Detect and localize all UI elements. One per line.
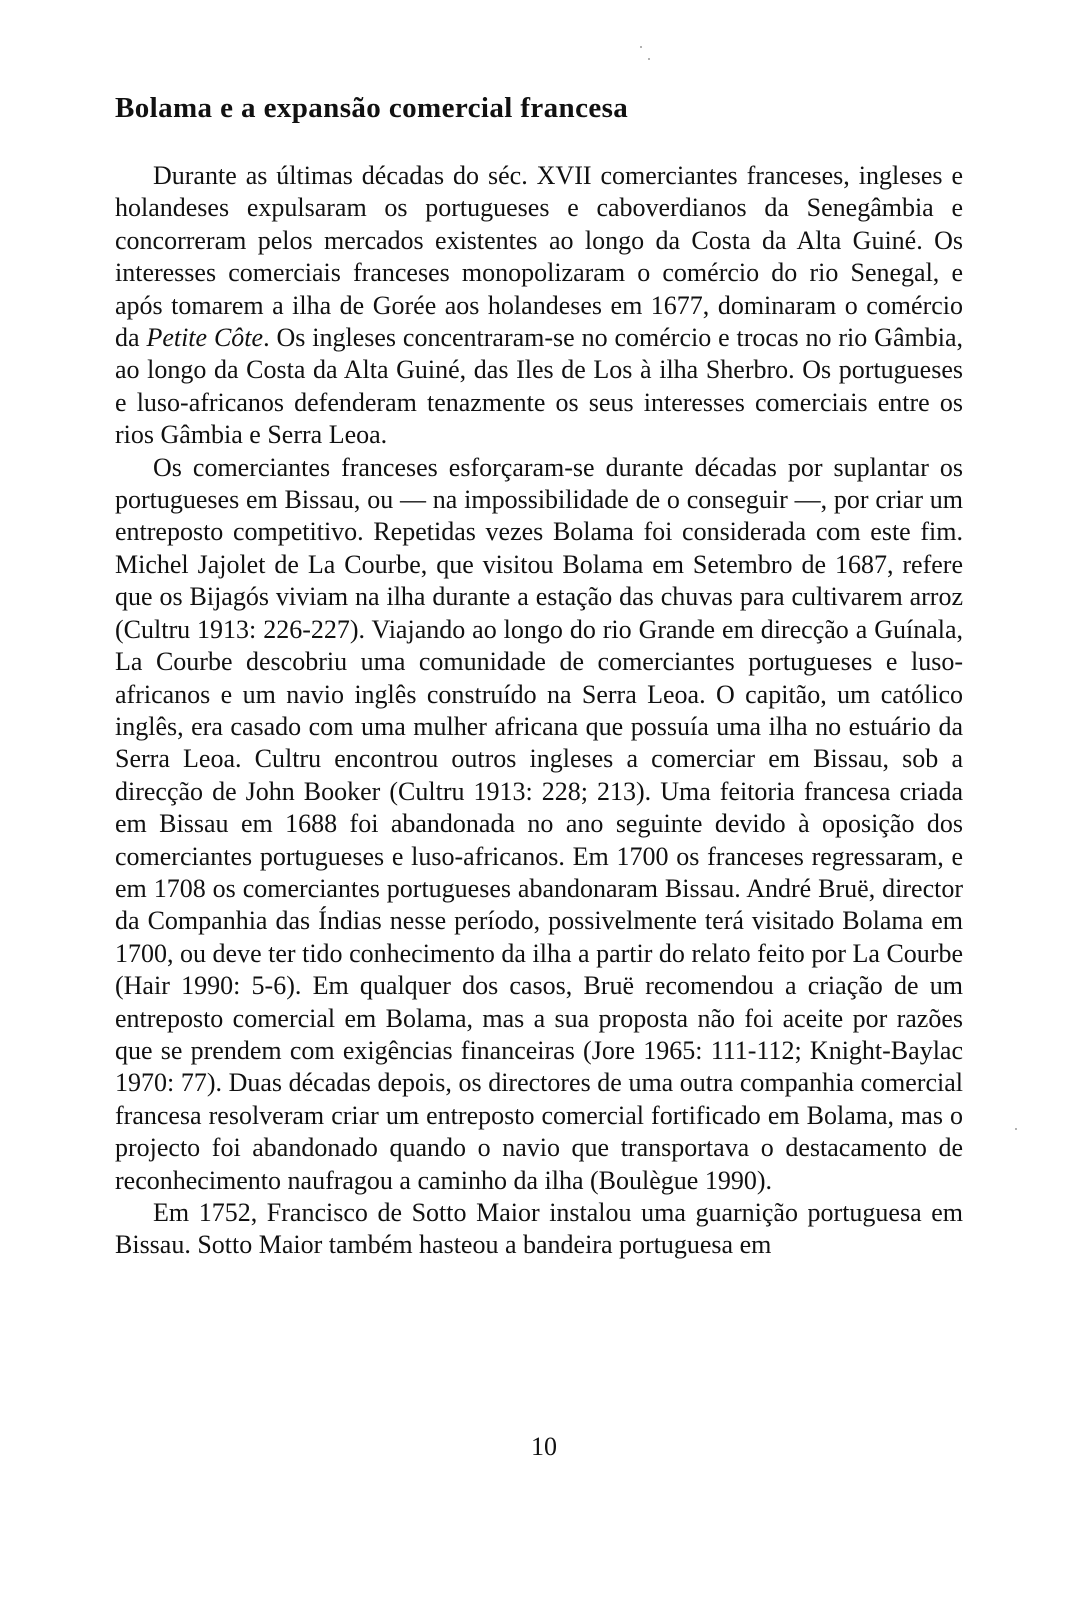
paragraph-1-italic-term: Petite Côte — [146, 323, 264, 353]
paragraph-3: Em 1752, Francisco de Sotto Maior instalou uma guarnição portuguesa em Bissau. Sotto Maior também hasteou a bandeira portuguesa em — [115, 1198, 963, 1260]
paragraph-1-text-start: Durante as últimas décadas do séc. XVII comerciantes franceses, ingleses e holandeses expulsaram os portugueses e caboverdianos da Senegâmbia e concorreram pelos mercados existentes ao longo da Costa da Alta Guiné. Os interesses comerciais franceses monopolizaram o comércio do rio Senegal, e após tomarem a ilha de Gorée aos holandeses em 1677, dominaram o comércio da — [115, 161, 963, 353]
paragraph-1-text-end: . Os ingleses concentraram-se no comércio e trocas no rio Gâmbia, ao longo da Costa da Alta Guiné, das Iles de Los à ilha Sherbro. Os portugueses e luso-africanos defenderam tenazmente os seus interesses comerciais entre os rios Gâmbia e Serra Leoa. — [115, 323, 963, 450]
paragraph-2: Os comerciantes franceses esforçaram-se durante décadas por suplantar os portugueses em Bissau, ou — na impossibilidade de o conseguir —, por criar um entreposto competitivo. Repetidas vezes Bolama foi considerada com este fim. Michel Jajolet de La Courbe, que visitou Bolama em Setembro de 1687, refere que os Bijagós viviam na ilha durante a estação das chuvas para cultivarem arroz (Cultru 1913: 226-227). Viajando ao longo do rio Grande em direcção a Guínala, La Courbe descobriu uma comunidade de comerciantes portugueses e luso-africanos e um navio inglês construído na Serra Leoa. O capitão, um católico inglês, era casado com uma mulher africana que possuía uma ilha no estuário da Serra Leoa. Cultru encontrou outros ingleses a comerciar em Bissau, sob a direcção de John Booker (Cultru 1913: 228; 213). Uma feitoria francesa criada em Bissau em 1688 foi abandonada no ano seguinte devido à oposição dos comerciantes portugueses e luso-africanos. Em 1700 os franceses regressaram, e em 1708 os comerciantes portugueses abandonaram Bissau. André Bruë, director da Companhia das Índias nesse período, possivelmente terá visitado Bolama em 1700, ou deve ter tido conhecimento da ilha a partir do relato feito por La Courbe (Hair 1990: 5-6). Em qualquer dos casos, Bruë recomendou a criação de um entreposto comercial em Bolama, mas a sua proposta não foi aceite por razões que se prendem com exigências financeiras (Jore 1965: 111-112; Knight-Baylac 1970: 77). Duas décadas depois, os directores de uma outra companhia comercial francesa resolveram criar um entreposto comercial fortificado em Bolama, mas o projecto foi abandonado quando o navio que transportava o destacamento de reconhecimento naufragou a caminho da ilha (Boulègue 1990). — [115, 452, 963, 1195]
paragraph-1 — [115, 160, 963, 452]
page-number: 10 — [531, 1432, 557, 1461]
scan-speck — [1015, 1128, 1017, 1130]
scan-speck — [648, 58, 650, 60]
section-heading: Bolama e a expansão comercial francesa — [115, 92, 629, 124]
scan-speck — [640, 46, 642, 48]
body-text — [115, 160, 963, 1262]
